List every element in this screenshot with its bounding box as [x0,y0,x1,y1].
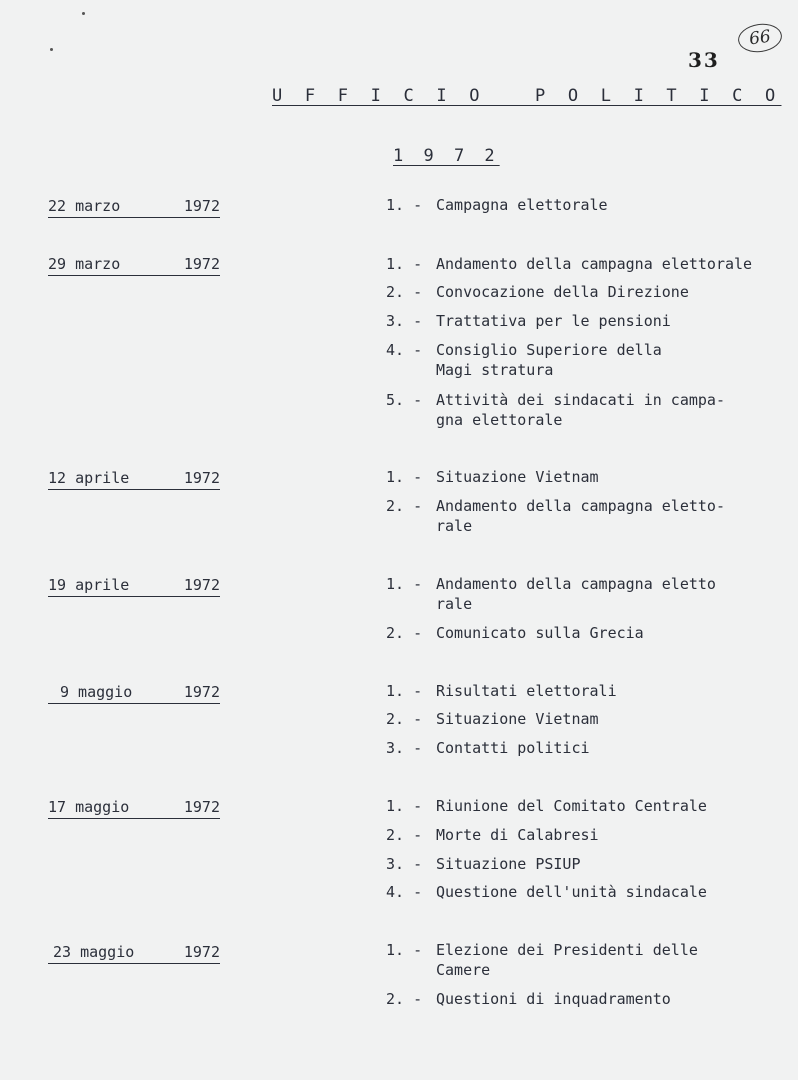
agenda-item-number: 5. - [386,391,423,409]
agenda-item-number: 1. - [386,941,423,959]
agenda-item-number: 2. - [386,497,423,515]
agenda-item-text: Consiglio Superiore della Magi stratura [436,341,662,379]
agenda-item-text: Risultati elettorali [436,682,617,700]
meeting-date-year: 1972 [183,197,220,215]
page-number: 33 [688,48,720,72]
agenda-item-text: Morte di Calabresi [436,826,599,844]
agenda-item-text: Situazione Vietnam [436,710,599,728]
meeting-date-year: 1972 [183,798,220,816]
agenda-item-number: 3. - [386,312,423,330]
speck-mark [50,48,53,51]
meeting-date [48,943,220,964]
meeting-date [48,255,220,276]
agenda-item-text: Andamento della campagna eletto- rale [436,497,725,535]
meeting-date-year: 1972 [183,683,220,701]
meeting-date [48,683,220,704]
meeting-date [48,469,220,490]
agenda-item-text: Convocazione della Direzione [436,283,689,301]
agenda-item-number: 4. - [386,341,423,359]
agenda-item-number: 2. - [386,990,423,1008]
agenda-item-number: 1. - [386,468,423,486]
agenda-item-text: Riunione del Comitato Centrale [436,797,707,815]
agenda-item-text: Attività dei sindacati in campa- gna elettorale [436,391,725,429]
agenda-item-number: 4. - [386,883,423,901]
agenda-item-text: Questione dell'unità sindacale [436,883,707,901]
meeting-date-day: 9 maggio [60,683,133,701]
document-title: U F F I C I O P O L I T I C O [272,86,782,106]
meeting-date-day: 29 marzo [48,255,121,273]
agenda-item-text: Situazione Vietnam [436,468,599,486]
meeting-date-day: 22 marzo [48,197,121,215]
agenda-item-text: Trattativa per le pensioni [436,312,671,330]
circled-page-number: 66 [736,21,783,55]
agenda-item-number: 2. - [386,710,423,728]
agenda-item-text: Andamento della campagna elettorale [436,255,753,273]
meeting-date-year: 1972 [183,255,220,273]
meeting-date-day: 17 maggio [48,798,130,816]
agenda-item-number: 3. - [386,855,423,873]
agenda-item-text: Campagna elettorale [436,196,608,214]
meeting-date-day: 23 maggio [53,943,135,961]
year-heading: 1 9 7 2 [393,146,500,166]
meeting-date [48,576,220,597]
agenda-item-text: Situazione PSIUP [436,855,581,873]
agenda-item-text: Questioni di inquadramento [436,990,671,1008]
speck-mark [82,12,85,15]
agenda-item-text: Comunicato sulla Grecia [436,624,644,642]
agenda-item-text: Contatti politici [436,739,590,757]
agenda-item-number: 3. - [386,739,423,757]
meeting-date [48,197,220,218]
meeting-date-day: 19 aprile [48,576,130,594]
agenda-item-number: 2. - [386,283,423,301]
agenda-item-number: 2. - [386,826,423,844]
meeting-date-year: 1972 [183,576,220,594]
agenda-item-number: 1. - [386,255,423,273]
meeting-date-year: 1972 [183,943,220,961]
agenda-item-number: 1. - [386,797,423,815]
agenda-item-number: 1. - [386,196,423,214]
agenda-item-number: 1. - [386,682,423,700]
meeting-date-day: 12 aprile [48,469,130,487]
agenda-item-number: 1. - [386,575,423,593]
agenda-item-text: Elezione dei Presidenti delle Camere [436,941,698,979]
agenda-item-number: 2. - [386,624,423,642]
agenda-item-text: Andamento della campagna eletto rale [436,575,716,613]
meeting-date [48,798,220,819]
meeting-date-year: 1972 [183,469,220,487]
